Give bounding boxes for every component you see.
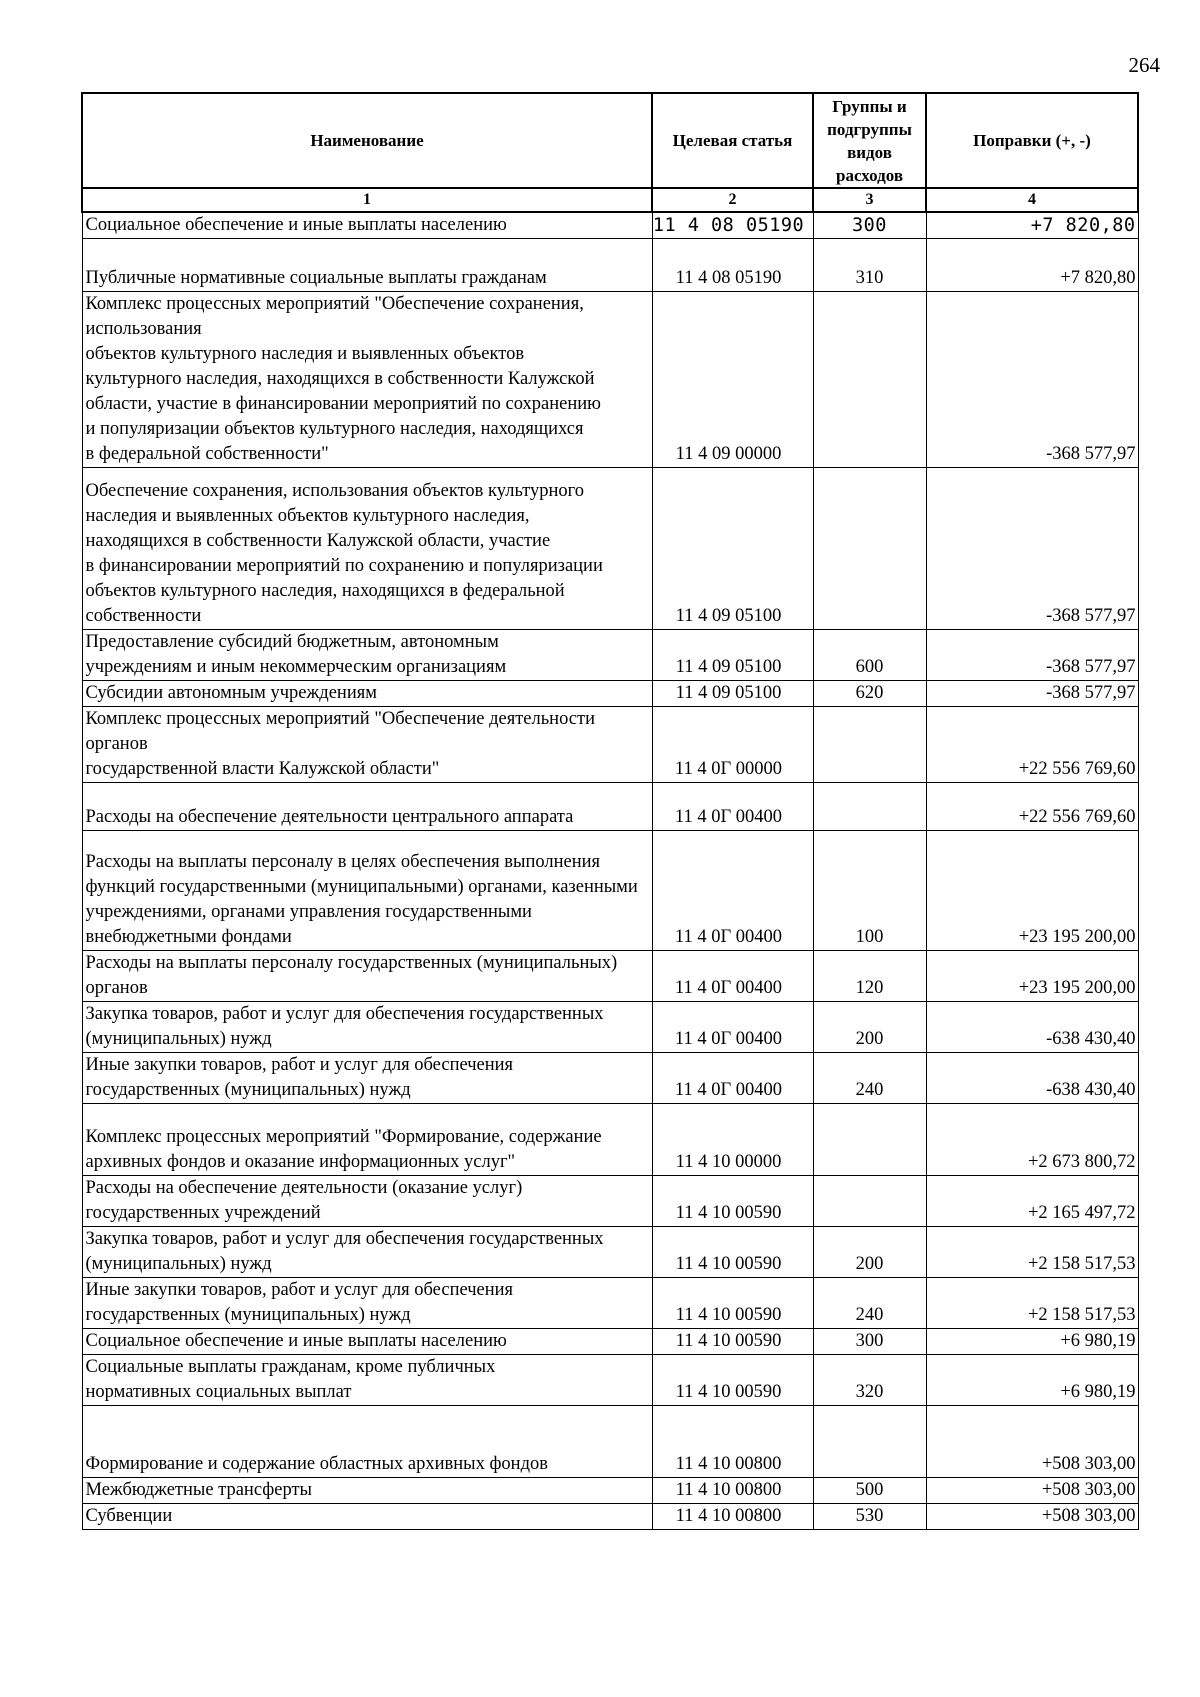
row-name: Расходы на обеспечение деятельности (оказание услуг) государственных учреждений	[82, 1176, 652, 1227]
header-row	[82, 93, 1138, 188]
row-expense-group: 120	[813, 951, 926, 1002]
row-target-code: 11 4 0Г 00400	[652, 783, 813, 831]
row-name: Расходы на обеспечение деятельности центрального аппарата	[82, 783, 652, 831]
row-target-code: 11 4 08 05190	[652, 239, 813, 292]
row-amendment: -368 577,97	[926, 681, 1138, 707]
page-number: 264	[1128, 53, 1160, 77]
row-expense-group: 240	[813, 1053, 926, 1104]
row-expense-group: 300	[813, 212, 926, 239]
row-expense-group: 620	[813, 681, 926, 707]
row-expense-group: 100	[813, 831, 926, 951]
row-name: Расходы на выплаты персоналу в целях обеспечения выполнения функций государственными (муниципальными) органами, казенными учреждениями, органами управления государственными внебюджетными фондами	[82, 831, 652, 951]
row-amendment: +2 165 497,72	[926, 1176, 1138, 1227]
row-target-code: 11 4 10 00800	[652, 1406, 813, 1478]
header-amend: Поправки (+, -)	[926, 93, 1138, 188]
row-name: Закупка товаров, работ и услуг для обеспечения государственных (муниципальных) нужд	[82, 1002, 652, 1053]
row-name: Межбюджетные трансферты	[82, 1478, 652, 1504]
row-name: Закупка товаров, работ и услуг для обеспечения государственных (муниципальных) нужд	[82, 1227, 652, 1278]
row-target-code: 11 4 0Г 00400	[652, 831, 813, 951]
row-name: Комплекс процессных мероприятий "Формирование, содержание архивных фондов и оказание информационных услуг"	[82, 1104, 652, 1176]
table-row	[82, 1053, 1138, 1104]
row-name: Обеспечение сохранения, использования объектов культурного наследия и выявленных объектов культурного наследия, находящихся в собственности Калужской области, участие в финансировании мероприятий по сохранению и популяризации объектов культурного наследия, находящихся в федеральной собственности	[82, 468, 652, 630]
row-name: Социальное обеспечение и иные выплаты населению	[82, 1329, 652, 1355]
row-amendment: +6 980,19	[926, 1329, 1138, 1355]
header-name: Наименование	[82, 93, 652, 188]
row-target-code: 11 4 0Г 00400	[652, 1053, 813, 1104]
table-row	[82, 630, 1138, 681]
row-expense-group: 300	[813, 1329, 926, 1355]
row-expense-group	[813, 468, 926, 630]
row-amendment: -368 577,97	[926, 292, 1138, 468]
header-groups: Группы и подгруппы видов расходов	[813, 93, 926, 188]
row-amendment: -638 430,40	[926, 1002, 1138, 1053]
table-row	[82, 707, 1138, 783]
table-row	[82, 1227, 1138, 1278]
column-number: 3	[813, 188, 926, 212]
row-amendment: +22 556 769,60	[926, 707, 1138, 783]
row-amendment: -638 430,40	[926, 1053, 1138, 1104]
table-row	[82, 239, 1138, 292]
row-amendment: +7 820,80	[926, 239, 1138, 292]
table-row	[82, 1406, 1138, 1478]
column-number: 1	[82, 188, 652, 212]
row-target-code: 11 4 0Г 00400	[652, 1002, 813, 1053]
table-body	[82, 212, 1138, 1530]
row-target-code: 11 4 10 00590	[652, 1355, 813, 1406]
row-amendment: +2 158 517,53	[926, 1278, 1138, 1329]
row-amendment: +2 158 517,53	[926, 1227, 1138, 1278]
row-name: Иные закупки товаров, работ и услуг для обеспечения государственных (муниципальных) нужд	[82, 1053, 652, 1104]
row-name: Иные закупки товаров, работ и услуг для обеспечения государственных (муниципальных) нужд	[82, 1278, 652, 1329]
row-expense-group: 500	[813, 1478, 926, 1504]
table-row	[82, 1278, 1138, 1329]
row-target-code: 11 4 09 00000	[652, 292, 813, 468]
column-number-row	[82, 188, 1138, 212]
row-amendment: -368 577,97	[926, 468, 1138, 630]
table-row	[82, 681, 1138, 707]
row-target-code: 11 4 0Г 00400	[652, 951, 813, 1002]
table-row	[82, 1329, 1138, 1355]
row-target-code: 11 4 10 00590	[652, 1278, 813, 1329]
row-target-code: 11 4 10 00800	[652, 1504, 813, 1530]
row-amendment: +23 195 200,00	[926, 951, 1138, 1002]
budget-amendments-table	[81, 92, 1139, 1530]
row-name: Социальные выплаты гражданам, кроме публичных нормативных социальных выплат	[82, 1355, 652, 1406]
header-target: Целевая статья	[652, 93, 813, 188]
table-row	[82, 1355, 1138, 1406]
table-row	[82, 831, 1138, 951]
row-expense-group: 200	[813, 1227, 926, 1278]
row-name: Предоставление субсидий бюджетным, автономным учреждениям и иным некоммерческим организациям	[82, 630, 652, 681]
row-amendment: +508 303,00	[926, 1478, 1138, 1504]
row-expense-group: 240	[813, 1278, 926, 1329]
row-expense-group	[813, 1406, 926, 1478]
row-expense-group	[813, 1176, 926, 1227]
row-amendment: +23 195 200,00	[926, 831, 1138, 951]
row-expense-group: 200	[813, 1002, 926, 1053]
row-target-code: 11 4 09 05100	[652, 681, 813, 707]
table-row	[82, 1504, 1138, 1530]
row-expense-group: 600	[813, 630, 926, 681]
table-row	[82, 1176, 1138, 1227]
row-target-code: 11 4 09 05100	[652, 630, 813, 681]
row-amendment: +508 303,00	[926, 1406, 1138, 1478]
row-target-code: 11 4 10 00000	[652, 1104, 813, 1176]
row-amendment: +7 820,80	[926, 212, 1138, 239]
table-row	[82, 1002, 1138, 1053]
row-target-code: 11 4 0Г 00000	[652, 707, 813, 783]
row-expense-group	[813, 1104, 926, 1176]
row-target-code: 11 4 10 00590	[652, 1176, 813, 1227]
table-row	[82, 783, 1138, 831]
row-expense-group	[813, 292, 926, 468]
table-row	[82, 1478, 1138, 1504]
row-name: Расходы на выплаты персоналу государственных (муниципальных) органов	[82, 951, 652, 1002]
table-row	[82, 1104, 1138, 1176]
row-expense-group	[813, 707, 926, 783]
row-target-code: 11 4 10 00590	[652, 1227, 813, 1278]
row-expense-group: 320	[813, 1355, 926, 1406]
row-name: Социальное обеспечение и иные выплаты населению	[82, 212, 652, 239]
row-target-code: 11 4 08 05190	[652, 212, 813, 239]
row-expense-group	[813, 783, 926, 831]
column-number: 4	[926, 188, 1138, 212]
row-expense-group: 310	[813, 239, 926, 292]
column-number: 2	[652, 188, 813, 212]
table-row	[82, 468, 1138, 630]
table-row	[82, 951, 1138, 1002]
row-amendment: +2 673 800,72	[926, 1104, 1138, 1176]
row-amendment: +6 980,19	[926, 1355, 1138, 1406]
row-amendment: +508 303,00	[926, 1504, 1138, 1530]
row-name: Комплекс процессных мероприятий "Обеспечение деятельности органов государственной власти Калужской области"	[82, 707, 652, 783]
row-target-code: 11 4 10 00800	[652, 1478, 813, 1504]
row-name: Публичные нормативные социальные выплаты гражданам	[82, 239, 652, 292]
row-expense-group: 530	[813, 1504, 926, 1530]
row-amendment: +22 556 769,60	[926, 783, 1138, 831]
row-name: Формирование и содержание областных архивных фондов	[82, 1406, 652, 1478]
row-name: Комплекс процессных мероприятий "Обеспечение сохранения, использования объектов культурного наследия и выявленных объектов культурного наследия, находящихся в собственности Калужской области, участие в финансировании мероприятий по сохранению и популяризации объектов культурного наследия, находящихся в федеральной собственности"	[82, 292, 652, 468]
row-amendment: -368 577,97	[926, 630, 1138, 681]
table-row	[82, 212, 1138, 239]
row-target-code: 11 4 09 05100	[652, 468, 813, 630]
row-name: Субвенции	[82, 1504, 652, 1530]
row-name: Субсидии автономным учреждениям	[82, 681, 652, 707]
row-target-code: 11 4 10 00590	[652, 1329, 813, 1355]
table-row	[82, 292, 1138, 468]
